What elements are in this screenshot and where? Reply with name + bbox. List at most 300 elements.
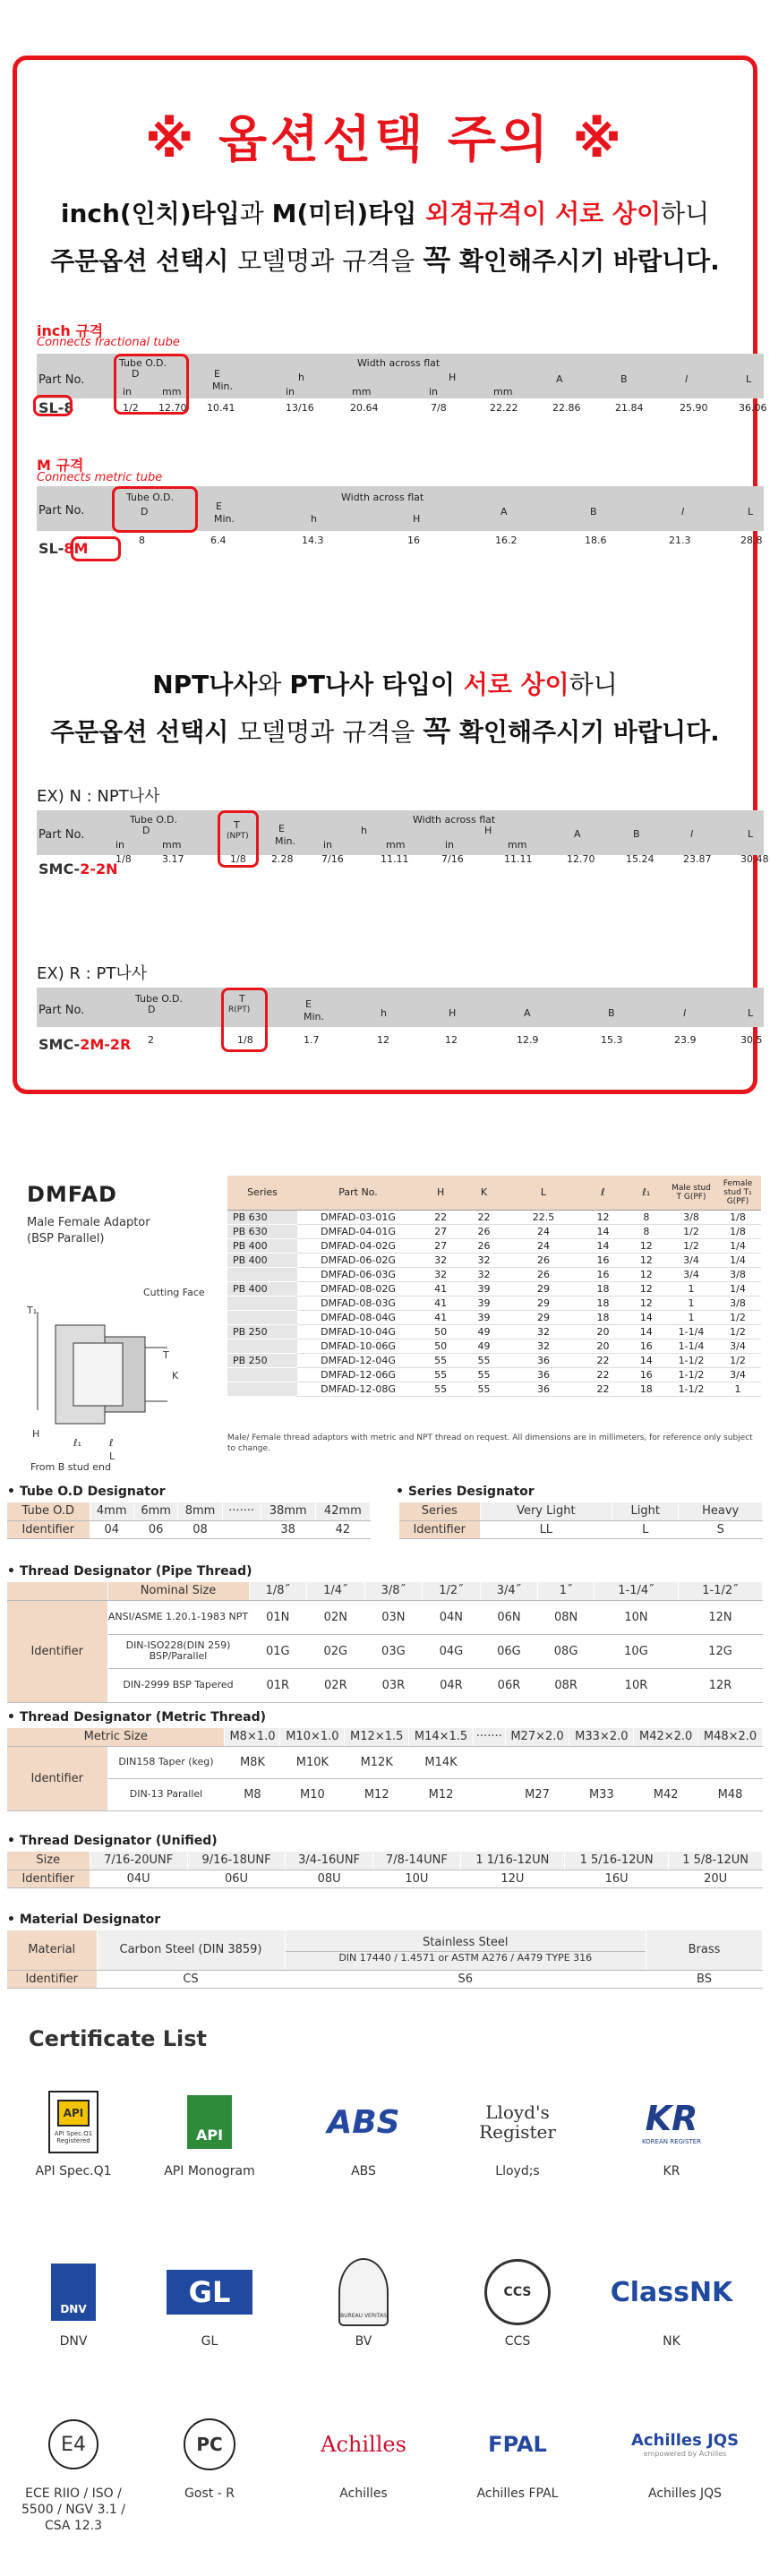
- table-cell: 02R: [307, 1668, 365, 1702]
- table-cell: DMFAD-08-03G: [297, 1296, 419, 1310]
- spec-cell: 12: [445, 1034, 458, 1046]
- table-cell: 55: [462, 1367, 505, 1382]
- product-subtitle: Male Female Adaptor: [27, 1216, 150, 1229]
- table-cell: DMFAD-08-04G: [297, 1310, 419, 1324]
- table-cell: 06R: [480, 1668, 538, 1702]
- table-header: Brass: [646, 1930, 763, 1970]
- pipe-thread-title: • Thread Designator (Pipe Thread): [7, 1564, 252, 1579]
- table-cell: 22: [581, 1353, 624, 1367]
- from-b-label: From B stud end: [30, 1461, 112, 1473]
- table-cell: 22: [581, 1367, 624, 1382]
- table-header: 38mm: [261, 1502, 315, 1520]
- ccs-logo: [455, 2256, 580, 2328]
- table-cell: 12N: [678, 1600, 762, 1634]
- spec-cell: B: [633, 828, 640, 840]
- spec-cell: A: [500, 506, 508, 518]
- table-cell: Identifier: [7, 1520, 90, 1538]
- table-header: M8×1.0: [225, 1728, 280, 1746]
- table-cell: DIN-2999 BSP Tapered: [107, 1668, 249, 1702]
- table-row: [227, 1353, 761, 1367]
- spec-cell: l: [683, 1007, 687, 1019]
- spec-cell: 16: [407, 535, 420, 546]
- pt-example-label: EX) R : PT나사: [37, 964, 148, 983]
- table-row: [7, 1970, 763, 1988]
- api-logo-text: API: [57, 2100, 90, 2127]
- table-cell: DIN-ISO228(DIN 259) BSP/Parallel: [107, 1634, 249, 1668]
- table-cell: 32: [419, 1267, 462, 1281]
- table-cell: DMFAD-12-04G: [297, 1353, 419, 1367]
- notice-line-2: [17, 237, 753, 278]
- cert-lloyds: [455, 2086, 580, 2179]
- table-header: 4mm: [90, 1502, 133, 1520]
- achilles-logo: [301, 2409, 426, 2480]
- notice-title: ※ 옵션선택 주의 ※: [145, 111, 625, 169]
- cert-api-spec: [11, 2086, 136, 2179]
- abs-logo: [301, 2086, 426, 2158]
- spec-cell: Min.: [214, 513, 235, 525]
- spec-cell: A: [556, 373, 563, 385]
- table-cell: 18: [581, 1296, 624, 1310]
- cert-gost: [147, 2409, 272, 2502]
- table-cell: [222, 1520, 261, 1538]
- table-cell: PB 400: [227, 1238, 297, 1253]
- spec-cell: h: [311, 513, 317, 525]
- table-row: [7, 1600, 763, 1634]
- table-cell: [505, 1746, 569, 1778]
- api-spec-logo: [11, 2086, 136, 2158]
- table-header: 3/8˝: [364, 1582, 423, 1600]
- table-cell: 1-1/2: [668, 1367, 714, 1382]
- table-cell: 36: [506, 1367, 582, 1382]
- table-cell: BS: [646, 1970, 763, 1988]
- table-header: 3/4˝: [480, 1582, 538, 1600]
- cert-label: Achilles: [339, 2486, 388, 2501]
- table-cell: DMFAD-06-02G: [297, 1253, 419, 1267]
- spec-cell: Part No.: [38, 373, 85, 387]
- adaptor-drawing: [20, 1294, 199, 1464]
- spec-cell: D: [148, 1004, 156, 1015]
- table-header: Tube O.D: [7, 1502, 90, 1520]
- tube-od-title: • Tube O.D Designator: [7, 1485, 166, 1499]
- table-cell: 39: [462, 1281, 505, 1296]
- dnv-logo: [11, 2256, 136, 2328]
- tube-od-table: [7, 1502, 371, 1539]
- table-cell: 1: [668, 1281, 714, 1296]
- table-cell: 29: [506, 1281, 582, 1296]
- table-cell: 42: [315, 1520, 370, 1538]
- spec-cell: 7/16: [441, 853, 464, 865]
- spec-cell: mm: [162, 386, 182, 398]
- cert-label: Achilles FPAL: [476, 2486, 559, 2501]
- abs-logo-text: ABS: [327, 2103, 400, 2141]
- table-cell: M8: [225, 1778, 280, 1810]
- table-cell: 18: [625, 1382, 668, 1396]
- spec-cell: E: [214, 368, 220, 380]
- highlight-box: [33, 395, 73, 416]
- spec-cell: D: [142, 825, 150, 836]
- label-big-l: L: [109, 1451, 116, 1462]
- spec-cell: l: [685, 373, 689, 385]
- table-cell: 12G: [678, 1634, 762, 1668]
- npt-example-label: EX) N : NPT나사: [37, 787, 160, 806]
- spec-cell: Tube O.D.: [119, 357, 167, 369]
- table-cell: 49: [462, 1339, 505, 1353]
- spec-cell: mm: [493, 386, 513, 398]
- table-header: 7/16-20UNF: [90, 1852, 187, 1870]
- table-cell: M27: [505, 1778, 569, 1810]
- table-row: [7, 1778, 763, 1810]
- spec-cell: Width across flat: [357, 357, 441, 369]
- nk-logo-text: ClassNK: [610, 2276, 733, 2308]
- dmfad-note: Male/ Female thread adaptors with metric and NPT thread on request. All dimensions are in millimeters, for reference only subject to change.: [227, 1433, 753, 1453]
- table-header: 42mm: [315, 1502, 370, 1520]
- spec-cell: mm: [162, 839, 182, 851]
- table-cell: LL: [480, 1520, 612, 1538]
- table-header: Female stud T₁ G(PF): [714, 1176, 761, 1210]
- spec-cell: Part No.: [38, 504, 85, 518]
- pipe-thread-table: [7, 1582, 763, 1703]
- lloyds-logo: [455, 2086, 580, 2158]
- table-cell: 16: [625, 1339, 668, 1353]
- label-t: T: [163, 1349, 169, 1361]
- table-cell: M12: [345, 1778, 409, 1810]
- spec-cell: mm: [508, 839, 527, 851]
- table-cell: 14: [581, 1224, 624, 1238]
- table-cell: 39: [462, 1310, 505, 1324]
- table-cell: 3/8: [714, 1267, 761, 1281]
- spec-cell: L: [748, 828, 754, 840]
- gost-logo: [147, 2409, 272, 2480]
- table-cell: 18: [581, 1281, 624, 1296]
- table-cell: 3/4: [668, 1267, 714, 1281]
- notice-text: PT나사 타입이: [289, 670, 455, 699]
- table-header: 9/16-18UNF: [187, 1852, 285, 1870]
- table-header: Heavy: [679, 1502, 763, 1520]
- label-k: K: [172, 1370, 179, 1382]
- table-row: [7, 1728, 763, 1746]
- table-cell: 10U: [372, 1870, 460, 1887]
- table-cell: 06N: [480, 1600, 538, 1634]
- cutting-face-label: Cutting Face: [143, 1287, 205, 1298]
- table-cell: 36: [506, 1382, 582, 1396]
- table-cell: 04: [90, 1520, 133, 1538]
- cert-ece: [11, 2409, 136, 2534]
- table-cell: 12R: [678, 1668, 762, 1702]
- table-row: [227, 1281, 761, 1296]
- table-cell: 1-1/2: [668, 1353, 714, 1367]
- table-cell: 29: [506, 1296, 582, 1310]
- table-cell: 22.5: [506, 1210, 582, 1224]
- spec-cell: in: [286, 386, 295, 398]
- table-header: ·······: [473, 1728, 505, 1746]
- table-cell: 29: [506, 1310, 582, 1324]
- gost-logo-text: PC: [184, 2418, 235, 2470]
- table-cell: [698, 1746, 763, 1778]
- table-header: H: [419, 1176, 462, 1210]
- table-cell: 55: [419, 1382, 462, 1396]
- table-cell: [473, 1746, 505, 1778]
- table-header: K: [462, 1176, 505, 1210]
- notice-text: inch(인치)타입: [60, 199, 240, 228]
- spec-cell: 21.84: [615, 402, 644, 414]
- table-cell: CS: [97, 1970, 285, 1988]
- cert-jqs: [618, 2409, 752, 2502]
- table-header: 1-1/2˝: [678, 1582, 762, 1600]
- table-row: [7, 1582, 763, 1600]
- spec-cell: E: [305, 998, 312, 1010]
- table-cell: 1/4: [714, 1253, 761, 1267]
- spec-cell: R(PT): [228, 1006, 251, 1014]
- table-row: [227, 1253, 761, 1267]
- table-header: 1-1/4˝: [594, 1582, 678, 1600]
- table-cell: 1-1/4: [668, 1324, 714, 1339]
- spec-cell: B: [590, 506, 597, 518]
- spec-cell: SMC-: [38, 1036, 81, 1053]
- spec-cell: Width across flat: [341, 492, 424, 503]
- spec-cell: 18.6: [585, 535, 607, 546]
- table-cell: 8: [625, 1224, 668, 1238]
- table-cell: 08G: [538, 1634, 595, 1668]
- table-cell: PB 250: [227, 1353, 297, 1367]
- metric-spec-label: M 규격: [37, 457, 84, 474]
- spec-cell: 1/8: [116, 853, 132, 865]
- cert-fpal: [455, 2409, 580, 2502]
- unified-thread-title: • Thread Designator (Unified): [7, 1834, 218, 1848]
- spec-part-no: [38, 1036, 131, 1053]
- lloyds-logo-text: Lloyd's Register: [479, 2101, 556, 2143]
- spec-cell: 12: [377, 1034, 389, 1046]
- table-cell: M14K: [409, 1746, 474, 1778]
- table-header: Material: [7, 1930, 97, 1970]
- cert-api-monogram: [147, 2086, 272, 2179]
- spec-cell: E: [278, 823, 285, 834]
- table-cell: 55: [462, 1382, 505, 1396]
- table-cell: 06G: [480, 1634, 538, 1668]
- spec-cell: 11.11: [381, 853, 409, 865]
- table-header-text: Stainless Steel: [423, 1936, 509, 1950]
- table-cell: 10R: [594, 1668, 678, 1702]
- table-cell: 1: [668, 1310, 714, 1324]
- spec-cell: H: [449, 372, 457, 383]
- table-header: 1 1/16-12UN: [460, 1852, 564, 1870]
- highlight-box: [218, 810, 259, 868]
- table-header: M27×2.0: [505, 1728, 569, 1746]
- api-monogram-logo: [147, 2086, 272, 2158]
- table-cell: 14: [625, 1353, 668, 1367]
- table-cell: DMFAD-08-02G: [297, 1281, 419, 1296]
- table-cell: M12: [409, 1778, 474, 1810]
- spec-cell: 12.9: [517, 1034, 539, 1046]
- spec-cell: 12.70: [567, 853, 595, 865]
- cert-bv: [301, 2256, 426, 2349]
- ccs-logo-text: CCS: [484, 2259, 551, 2325]
- table-cell: 12: [625, 1281, 668, 1296]
- table-cell: [227, 1296, 297, 1310]
- table-header: 1 5/16-12UN: [565, 1852, 669, 1870]
- e4-logo-text: E4: [48, 2419, 98, 2469]
- table-cell: 01N: [249, 1600, 307, 1634]
- table-cell: 32: [462, 1253, 505, 1267]
- spec-cell: 2M-2R: [80, 1036, 132, 1053]
- table-cell: 06U: [187, 1870, 285, 1887]
- table-row: [7, 1930, 763, 1970]
- spec-cell: H: [449, 1007, 457, 1019]
- table-cell: [227, 1367, 297, 1382]
- table-cell: 08U: [286, 1870, 373, 1887]
- spec-cell: 28.8: [740, 535, 763, 546]
- fpal-logo: [455, 2409, 580, 2480]
- table-cell: 41: [419, 1281, 462, 1296]
- table-row: [7, 1668, 763, 1702]
- spec-cell: 22.22: [490, 402, 518, 414]
- spec-cell: in: [429, 386, 439, 398]
- table-cell: [227, 1267, 297, 1281]
- metric-spec-sub: Connects metric tube: [37, 471, 163, 484]
- table-cell: 12U: [460, 1870, 564, 1887]
- spec-cell: 21.3: [669, 535, 691, 546]
- spec-cell: h: [361, 825, 367, 836]
- notice-text: 꼭: [423, 243, 451, 277]
- table-cell: 27: [419, 1224, 462, 1238]
- spec-cell: 1.7: [304, 1034, 320, 1046]
- kr-logo-text: KR: [645, 2099, 698, 2138]
- table-header-text: DIN 17440 / 1.4571 or ASTM A276 / A479 TYPE 316: [286, 1951, 646, 1964]
- table-cell: DMFAD-12-06G: [297, 1367, 419, 1382]
- table-cell: 1/2: [714, 1324, 761, 1339]
- table-cell: S6: [285, 1970, 646, 1988]
- table-header: 3/4-16UNF: [286, 1852, 373, 1870]
- table-cell: 3/4: [668, 1253, 714, 1267]
- table-cell: 24: [506, 1224, 582, 1238]
- highlight-box: [112, 486, 198, 533]
- table-cell: 1/2: [668, 1238, 714, 1253]
- table-cell: 14: [581, 1238, 624, 1253]
- table-header: L: [506, 1176, 582, 1210]
- spec-cell: E: [216, 501, 222, 512]
- table-cell: 3/8: [668, 1210, 714, 1224]
- cert-label: CCS: [504, 2334, 531, 2349]
- spec-cell: A: [524, 1007, 531, 1019]
- table-cell: DMFAD-06-03G: [297, 1267, 419, 1281]
- spec-cell: 25.90: [680, 402, 708, 414]
- inch-spec-label: inch 규격: [37, 322, 104, 339]
- spec-cell: 1/2: [123, 402, 139, 414]
- spec-cell: 36.06: [739, 402, 767, 414]
- table-header: ℓ: [581, 1176, 624, 1210]
- table-cell: [227, 1339, 297, 1353]
- kr-logo: [609, 2086, 734, 2158]
- table-cell: DMFAD-03-01G: [297, 1210, 419, 1224]
- e4-logo: [11, 2409, 136, 2480]
- table-row: [227, 1382, 761, 1396]
- table-cell: 32: [419, 1253, 462, 1267]
- cert-label: KR: [663, 2164, 680, 2178]
- spec-cell: A: [574, 828, 581, 840]
- cert-label: Achilles JQS: [648, 2486, 722, 2501]
- product-title: DMFAD: [27, 1182, 117, 1207]
- table-header: Nominal Size: [107, 1582, 249, 1600]
- table-cell: 1/2: [668, 1224, 714, 1238]
- table-cell: DIN158 Taper (keg): [107, 1746, 225, 1778]
- spec-cell: L: [746, 373, 752, 385]
- table-cell: 12: [625, 1253, 668, 1267]
- spec-cell: Width across flat: [413, 814, 496, 826]
- notice-text: NPT나사: [152, 670, 258, 699]
- spec-cell: L: [748, 1007, 754, 1019]
- spec-cell: in: [445, 839, 455, 851]
- table-cell: 03R: [364, 1668, 423, 1702]
- notice-text: 확인해주시기 바랍니다.: [450, 717, 720, 747]
- table-cell: DMFAD-12-08G: [297, 1382, 419, 1396]
- cert-label: Gost - R: [184, 2486, 235, 2501]
- spec-cell: H: [413, 513, 421, 525]
- table-header: 1/4˝: [307, 1582, 365, 1600]
- notice-line-3: [17, 665, 753, 701]
- pt-spec-table: [37, 988, 764, 1059]
- table-cell: 1/2: [714, 1353, 761, 1367]
- spec-cell: in: [323, 839, 333, 851]
- table-cell: 01G: [249, 1634, 307, 1668]
- table-row: [227, 1310, 761, 1324]
- table-header: Very Light: [480, 1502, 612, 1520]
- table-cell: [473, 1778, 505, 1810]
- table-cell: M48: [698, 1778, 763, 1810]
- table-cell: L: [612, 1520, 679, 1538]
- table-header: 1/8˝: [249, 1582, 307, 1600]
- notice-text: M(미터)타입: [271, 199, 417, 228]
- spec-cell: 12.70: [158, 402, 187, 414]
- inch-spec-table: [37, 354, 767, 416]
- spec-cell: l: [681, 506, 685, 518]
- spec-cell: 8M: [64, 540, 89, 557]
- table-row: [7, 1746, 763, 1778]
- table-header: M14×1.5: [409, 1728, 474, 1746]
- spec-cell: T: [234, 819, 240, 831]
- table-cell: 41: [419, 1310, 462, 1324]
- table-row: [7, 1634, 763, 1668]
- table-cell: 32: [506, 1324, 582, 1339]
- table-row: [7, 1520, 371, 1538]
- spec-cell: Min.: [275, 835, 296, 847]
- spec-cell: mm: [352, 386, 372, 398]
- table-header: Metric Size: [7, 1728, 225, 1746]
- spec-cell: D: [132, 368, 140, 380]
- cert-label: DNV: [59, 2334, 88, 2349]
- table-header: M42×2.0: [634, 1728, 698, 1746]
- table-cell: 01R: [249, 1668, 307, 1702]
- table-cell: 24: [506, 1238, 582, 1253]
- spec-cell: 30.5: [740, 1034, 763, 1046]
- table-cell: 03G: [364, 1634, 423, 1668]
- notice-text: 주문옵션 선택시: [50, 717, 238, 747]
- table-cell: 06: [133, 1520, 177, 1538]
- nk-logo: [609, 2256, 734, 2328]
- table-header: Light: [612, 1502, 679, 1520]
- cert-label: Lloyd;s: [495, 2164, 540, 2178]
- dmfad-table-body: [227, 1210, 761, 1396]
- table-cell: 3/4: [714, 1339, 761, 1353]
- spec-cell: 3.17: [162, 853, 184, 865]
- material-title: • Material Designator: [7, 1913, 161, 1927]
- table-cell: 50: [419, 1339, 462, 1353]
- spec-cell: 30.48: [740, 853, 769, 865]
- table-cell: 3/8: [714, 1296, 761, 1310]
- table-row: [7, 1502, 371, 1520]
- table-header: Series: [399, 1502, 480, 1520]
- table-header: Carbon Steel (DIN 3859): [97, 1930, 285, 1970]
- table-cell: 22: [462, 1210, 505, 1224]
- table-header: 1˝: [538, 1582, 595, 1600]
